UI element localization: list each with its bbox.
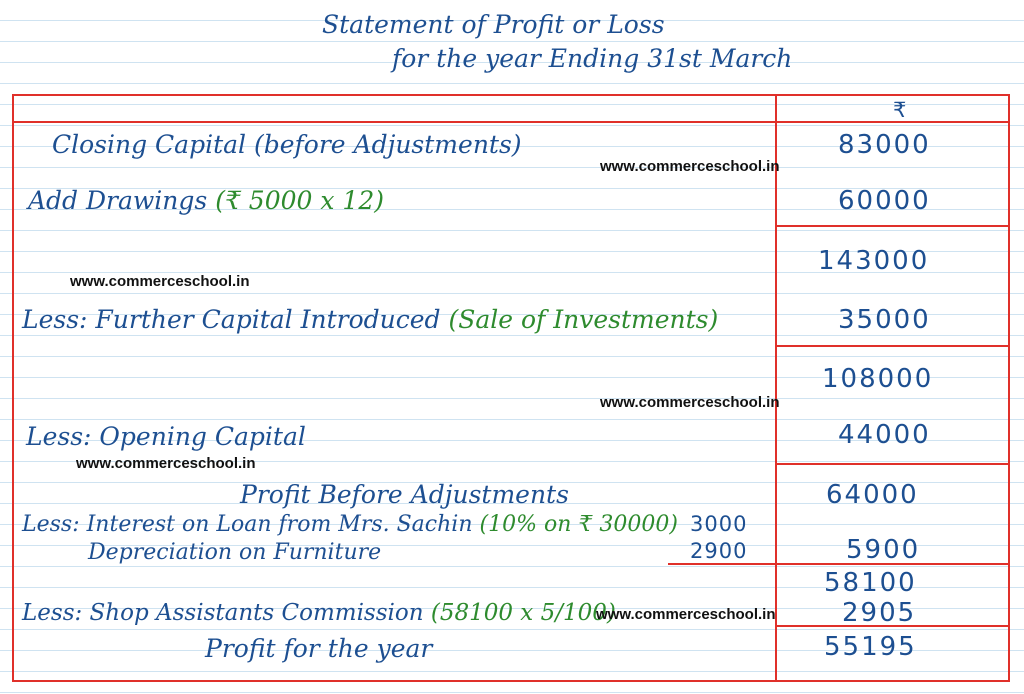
watermark-4: www.commerceschool.in <box>76 455 256 472</box>
subtotal-rule-1 <box>775 225 1010 227</box>
depreciation-sub-amount: 2900 <box>690 539 748 563</box>
commission-label <box>22 600 616 626</box>
statement-subtitle: for the year Ending 31st March <box>392 44 793 73</box>
watermark-2: www.commerceschool.in <box>70 273 250 290</box>
table-bottom-border <box>12 680 1010 682</box>
opening-capital-label: Less: Opening Capital <box>26 422 306 451</box>
add-drawings-text: Add Drawings <box>28 186 208 215</box>
watermark-3: www.commerceschool.in <box>600 394 780 411</box>
currency-header: ₹ <box>893 98 908 122</box>
profit-before-label: Profit Before Adjustments <box>240 480 569 509</box>
closing-capital-label: Closing Capital (before Adjustments) <box>52 130 522 159</box>
table-top-border <box>12 94 1010 96</box>
opening-capital-amount: 44000 <box>838 420 931 450</box>
watermark-5: www.commerceschool.in <box>596 606 776 623</box>
subtotal-1-amount: 143000 <box>818 246 930 276</box>
closing-capital-amount: 83000 <box>838 130 931 160</box>
profit-before-amount: 64000 <box>826 480 919 510</box>
interest-on-loan-note: (10% on ₹ 30000) <box>479 512 678 537</box>
further-capital-note: (Sale of Investments) <box>448 305 719 334</box>
interest-on-loan-label <box>22 512 678 537</box>
amount-column-divider <box>775 94 777 682</box>
subtotal-rule-3 <box>775 463 1010 465</box>
subtotal-rule-4 <box>668 563 1010 565</box>
interest-on-loan-sub-amount: 3000 <box>690 512 748 536</box>
commission-text: Less: Shop Assistants Commission <box>22 600 424 626</box>
table-right-border <box>1008 94 1010 682</box>
further-capital-amount: 35000 <box>838 305 931 335</box>
further-capital-text: Less: Further Capital Introduced <box>22 305 441 334</box>
add-drawings-label <box>28 186 384 215</box>
add-drawings-note: (₹ 5000 x 12) <box>215 186 384 215</box>
watermark-1: www.commerceschool.in <box>600 158 780 175</box>
subtotal-3-amount: 58100 <box>824 568 917 598</box>
table-left-border <box>12 94 14 682</box>
subtotal-2-amount: 108000 <box>822 364 934 394</box>
subtotal-rule-2 <box>775 345 1010 347</box>
further-capital-label <box>22 305 718 334</box>
profit-for-year-amount: 55195 <box>824 632 917 662</box>
profit-for-year-label: Profit for the year <box>205 634 433 663</box>
statement-title: Statement of Profit or Loss <box>322 10 665 39</box>
commission-note: (58100 x 5/100) <box>430 600 616 626</box>
commission-amount: 2905 <box>842 598 917 628</box>
depreciation-amount: 5900 <box>846 535 921 565</box>
add-drawings-amount: 60000 <box>838 186 931 216</box>
depreciation-label: Depreciation on Furniture <box>88 540 382 565</box>
interest-on-loan-text: Less: Interest on Loan from Mrs. Sachin <box>22 512 473 537</box>
header-divider <box>12 121 1010 123</box>
